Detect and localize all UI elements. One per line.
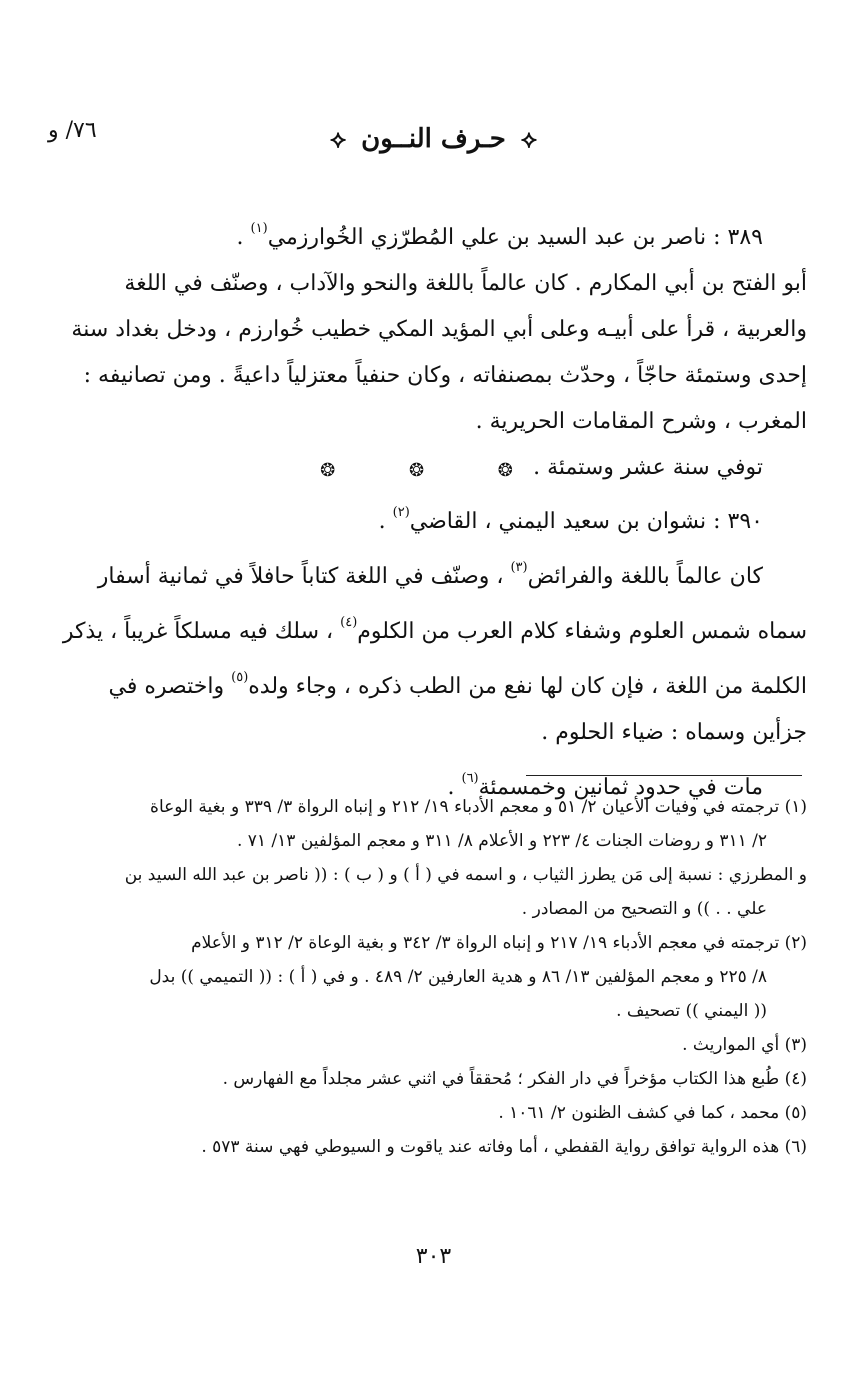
paragraph-line: جزأين وسماه : ضياء الحلوم . — [541, 720, 807, 745]
footnote-line: (٣) أي المواريث . — [682, 1035, 807, 1055]
paragraph-line: توفي سنة عشر وستمئة . — [533, 455, 763, 480]
paragraph-line: كان عالماً باللغة والفرائض$^{(٣)}$ ، وصنّف في اللغة كتاباً حافلاً في ثمانية أسفار — [97, 560, 763, 589]
footnote-ref: (٥) — [231, 670, 249, 685]
paragraph-line: المغرب ، وشرح المقامات الحريرية . — [475, 409, 807, 434]
footnote-line: ٨/ ٢٢٥ و معجم المؤلفين ١٣/ ٨٦ و هدية العارفين ٢/ ٤٨٩ . و في ( أ ) : (( التميمي )) بدل — [149, 967, 767, 987]
entry-389 — [71, 206, 807, 491]
chapter-header — [0, 124, 867, 154]
folio-mark: ٧٦/ و — [48, 118, 97, 143]
paragraph-line: سماه شمس العلوم وشفاء كلام العرب من الكلوم$^{(٤)}$ ، سلك فيه مسلكاً غريباً ، يذكر — [62, 615, 807, 644]
footnotes — [90, 790, 807, 1164]
footnote-divider — [526, 775, 802, 776]
paragraph-line: والعربية ، قرأ على أبيـه وعلى أبي المؤيد المكي خطيب خُوارزم ، ودخل بغداد سنة — [71, 317, 807, 342]
entry-heading: ٣٨٩ : ناصر بن عبد السيد بن علي المُطرّزي الخُوارزمي$^{(١)}$ . — [236, 221, 763, 250]
footnote-line: (٤) طُبع هذا الكتاب مؤخراً في دار الفكر ؛ مُحققاً في اثني عشر مجلداً مع الفهارس . — [222, 1069, 807, 1089]
footnote-line: (( اليمني )) تصحيف . — [616, 1001, 767, 1021]
paragraph-line: أبو الفتح بن أبي المكارم . كان عالماً باللغة والنحو والآداب ، وصنّف في اللغة — [124, 271, 807, 296]
entry-390 — [62, 490, 807, 811]
footnote-ref: (٣) — [510, 560, 528, 575]
footnote-line: ٢/ ٣١١ و روضات الجنات ٤/ ٢٢٣ و الأعلام ٨/ ٣١١ و معجم المؤلفين ١٣/ ٧١ . — [236, 831, 767, 851]
footnote-line: علي . . )) و التصحيح من المصادر . — [521, 899, 767, 919]
footnote-line: (١) ترجمته في وفيات الأعيان ٢/ ٥١ و معجم الأدباء ١٩/ ٢١٢ و إنباه الرواة ٣/ ٣٣٩ و بغية الوعاة — [150, 797, 807, 817]
footnote-ref: (٢) — [392, 505, 410, 520]
footnote-ref: (٦) — [461, 771, 479, 786]
page-number: ٣٠٣ — [415, 1244, 452, 1269]
entry-heading: ٣٩٠ : نشوان بن سعيد اليمني ، القاضي$^{(٢)}$ . — [378, 505, 763, 534]
footnote-ref: (٤) — [340, 615, 358, 630]
section-separator: ❂ ❂ ❂ — [320, 460, 547, 481]
paragraph-line: مات في حدود ثمانين وخمسمئة$^{(٦)}$ . — [447, 771, 763, 800]
footnote-line: (٥) محمد ، كما في كشف الظنون ٢/ ١٠٦١ . — [498, 1103, 807, 1123]
footnote-line: (٦) هذه الرواية توافق رواية القفطي ، أما وفاته عند ياقوت و السيوطي فهي سنة ٥٧٣ . — [201, 1137, 807, 1157]
footnote-line: (٢) ترجمته في معجم الأدباء ١٩/ ٢١٧ و إنباه الرواة ٣/ ٣٤٢ و بغية الوعاة ٢/ ٣١٢ و الأعلام — [191, 933, 807, 953]
footnote-line: و المطرزي : نسبة إلى مَن يطرز الثياب ، و اسمه في ( أ ) و ( ب ) : (( ناصر بن عبد الله السيد بن — [124, 865, 807, 885]
ornament-right-icon: ⟡ — [520, 124, 537, 153]
paragraph-line: إحدى وستمئة حاجّاً ، وحدّث بمصنفاته ، وكان حنفياً معتزلياً داعيةً . ومن تصانيفه : — [83, 363, 807, 388]
ornament-left-icon: ⟡ — [330, 124, 347, 153]
chapter-title: حـرف النــون — [361, 124, 506, 154]
footnote-ref: (١) — [250, 221, 268, 236]
paragraph-line: الكلمة من اللغة ، فإن كان لها نفع من الطب ذكره ، وجاء ولده$^{(٥)}$ واختصره في — [108, 670, 807, 699]
